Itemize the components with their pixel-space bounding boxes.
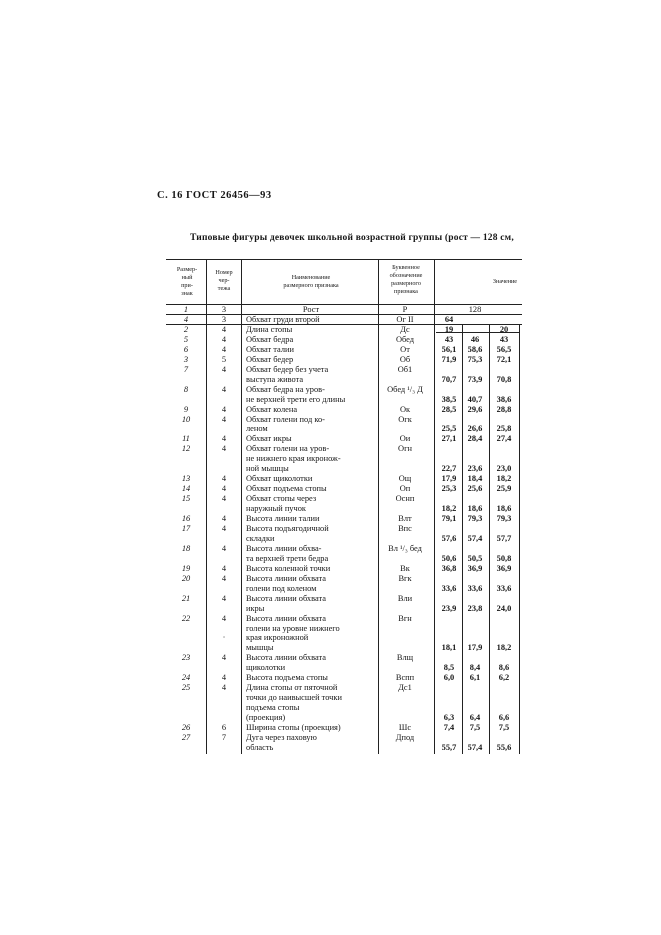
table-cell-c5: 18,1 [441, 643, 457, 653]
table-cell-c2: 4 [221, 414, 227, 424]
table-cell-c6: 73,9 [467, 374, 483, 384]
table-cell-c6: 17,9 [467, 643, 483, 653]
table-cell-c3: не верхней трети его длины [246, 394, 346, 404]
table-cell-c4: Впс [398, 524, 412, 533]
subrow-rule [166, 324, 522, 325]
table-title: Типовые фигуры девочек школьной возрастной группы (рост — 128 см, [190, 233, 514, 243]
table-cell-c5: 19 [444, 324, 454, 334]
table-cell-c1: 16 [181, 514, 191, 523]
table-cell-c3: мышцы [246, 643, 274, 653]
table-cell-c5: 64 [444, 315, 454, 324]
table-cell-c3: Высота коленной точки [246, 563, 331, 573]
table-cell-c2: 4 [221, 543, 227, 553]
value-column-rule [489, 324, 490, 754]
table-cell-c5: 6,3 [443, 713, 455, 722]
table-cell-c2: 4 [221, 514, 227, 523]
table-cell-c1: 4 [183, 315, 189, 324]
table-cell-c7: 8,6 [498, 663, 510, 673]
table-cell-c5: 43 [444, 334, 454, 344]
table-cell-c3: Ширина стопы (проекция) [246, 723, 341, 732]
table-cell-c3: Обхват бедер без учета [246, 364, 329, 374]
table-cell-c5: 7,4 [443, 723, 455, 732]
table-cell-c3: Обхват стопы через [246, 494, 317, 504]
table-cell-c1: 5 [183, 334, 189, 344]
header-text: Номер [215, 269, 233, 276]
table-cell-c4: Влт [398, 514, 412, 523]
table-cell-c2: 4 [221, 494, 227, 504]
header-col-size-feature [168, 266, 206, 298]
table-cell-c4: Обед ¹/₃ Д [387, 384, 423, 394]
table-cell-c3: Обхват груди второй [246, 315, 320, 324]
table-cell-c5: 36,8 [441, 563, 457, 573]
table-cell-c1: 20 [181, 573, 191, 583]
table-cell-c3: голени на уровне нижнего [246, 623, 340, 633]
table-cell-c4: Об1 [397, 364, 413, 374]
table-cell-c5: 27,1 [441, 434, 457, 444]
table-cell-c7: 36,9 [496, 563, 512, 573]
table-cell-c5: 70,7 [441, 374, 457, 384]
table-cell-c1: 23 [181, 653, 191, 663]
table-cell-c2: 4 [221, 524, 227, 533]
table-cell-c6: 58,6 [467, 344, 483, 354]
table-cell-c3: подъема стопы [246, 703, 300, 712]
header-text: Значение [492, 278, 518, 285]
table-cell-c4: Вк [400, 563, 410, 573]
table-cell-c2: 4 [221, 653, 227, 663]
table-cell-c3: Обхват бедра на уров- [246, 384, 325, 394]
table-cell-c4: Обед [395, 334, 415, 344]
header-text: при- [181, 282, 193, 289]
table-cell-c1: 7 [183, 364, 189, 374]
table-cell-c6: 23,8 [467, 603, 483, 613]
table-cell-c1: 3 [183, 354, 189, 364]
table-cell-c1: 25 [181, 683, 191, 693]
table-cell-c1: 6 [183, 344, 189, 354]
table-cell-c6: 18,4 [467, 474, 483, 484]
table-cell-c6: 40,7 [467, 394, 483, 404]
table-cell-c3: Высота линии талии [246, 514, 320, 523]
table-cell-c4: Огк [398, 414, 412, 424]
table-cell-c2: 3 [221, 315, 227, 324]
table-cell-c2: 4 [221, 364, 227, 374]
table-cell-c5: 8,5 [443, 663, 455, 673]
table-cell-c1: 15 [181, 494, 191, 504]
table-cell-c4: Дс [400, 324, 410, 334]
header-text: ный [181, 274, 193, 281]
table-cell-c3: Высота линии обхвата [246, 613, 326, 623]
table-cell-c6: 28,4 [467, 434, 483, 444]
table-cell-c5: 28,5 [441, 404, 457, 414]
table-cell-c3: Обхват бедра [246, 334, 294, 344]
index-cell: 3 [221, 305, 227, 314]
table-cell-c7: 18,6 [496, 504, 512, 513]
table-cell-c6: 29,6 [467, 404, 483, 414]
table-cell-c3: Высота линии обхвата [246, 573, 326, 583]
header-text: обозначение [389, 272, 423, 279]
table-cell-c1: 13 [181, 474, 191, 484]
table-cell-c3: Высота линии обхвата [246, 593, 326, 603]
header-bottom-rule [166, 304, 522, 305]
table-cell-c6: 50,5 [467, 553, 483, 563]
table-cell-c6: 26,6 [467, 424, 483, 434]
table-cell-c4: Ог II [396, 315, 414, 324]
table-cell-c7: 57,7 [496, 533, 512, 543]
table-cell-c7: 33,6 [496, 583, 512, 593]
table-cell-c7: 72,1 [496, 354, 512, 364]
table-cell-c3: Высота линии обхва- [246, 543, 322, 553]
column-rule [241, 259, 242, 754]
column-rule [434, 259, 435, 754]
table-cell-c7: 20 [499, 324, 509, 334]
table-cell-c7: 50,8 [496, 553, 512, 563]
table-cell-c1: 8 [183, 384, 189, 394]
table-cell-c3: складки [246, 533, 275, 543]
header-col-value [470, 278, 540, 286]
table-cell-c3: Обхват подъема стопы [246, 484, 327, 494]
table-cell-c1: 27 [181, 732, 191, 742]
table-cell-c3: Обхват икры [246, 434, 292, 444]
value-column-rule [519, 324, 520, 754]
table-cell-c3: щиколотки [246, 663, 286, 673]
table-cell-c5: 6,0 [443, 673, 455, 683]
table-cell-c5: 57,6 [441, 533, 457, 543]
header-col-name [244, 274, 378, 290]
table-cell-c5: 71,9 [441, 354, 457, 364]
table-cell-c3: Длина стопы [246, 324, 293, 334]
table-cell-c7: 55,6 [496, 742, 512, 752]
table-cell-c6: 25,6 [467, 484, 483, 494]
table-cell-c5: 18,2 [441, 504, 457, 513]
table-cell-c7: 23,0 [496, 464, 512, 474]
header-col-drawing-number [208, 269, 240, 293]
table-cell-c1: 14 [181, 484, 191, 494]
table-cell-c2: 7 [221, 732, 227, 742]
table-cell-c1: 9 [183, 404, 189, 414]
table-cell-c1: 12 [181, 444, 191, 454]
table-cell-c3: Высота подъягодичной [246, 524, 329, 533]
table-cell-c3: Длина стопы от пяточной [246, 683, 338, 693]
table-cell-c4: Вл ¹/₃ бед [388, 543, 422, 553]
table-cell-c7: 7,5 [498, 723, 510, 732]
table-cell-c7: 6,6 [498, 713, 510, 722]
table-cell-c3: леном [246, 424, 268, 434]
table-cell-c7: 70,8 [496, 374, 512, 384]
table-cell-c7: 24,0 [496, 603, 512, 613]
table-cell-c6: 33,6 [467, 583, 483, 593]
table-cell-c6: 7,5 [469, 723, 481, 732]
table-cell-c5: 25,5 [441, 424, 457, 434]
header-col-symbol [378, 264, 434, 296]
index-cell: Р [402, 305, 408, 314]
table-cell-c3: (проекция) [246, 713, 286, 722]
table-cell-c3: Обхват бедер [246, 354, 294, 364]
header-text: тежа [217, 285, 231, 292]
table-cell-c2: 4 [221, 474, 227, 484]
header-text: признака [394, 288, 418, 295]
table-cell-c6: 57,4 [467, 742, 483, 752]
table-cell-c3: не нижнего края икронож- [246, 454, 341, 464]
header-text: Наименование [291, 274, 331, 281]
table-cell-c5: 79,1 [441, 514, 457, 523]
header-text: Буквенное [392, 264, 420, 271]
table-cell-c4: Об [399, 354, 411, 364]
table-cell-c7: 56,5 [496, 344, 512, 354]
table-cell-c2: 4 [221, 324, 227, 334]
table-cell-c4: Ок [399, 404, 411, 414]
table-cell-c4: От [400, 344, 410, 354]
table-cell-c3: та верхней трети бедра [246, 553, 329, 563]
index-row-rule [166, 314, 522, 315]
table-cell-c4: Вли [397, 593, 413, 603]
table-cell-c6: 57,4 [467, 533, 483, 543]
table-cell-c3: края икроножной [246, 633, 309, 643]
table-cell-c3: Обхват щиколотки [246, 474, 313, 484]
header-text: размерного [391, 280, 421, 287]
table-cell-c1: 2 [183, 324, 189, 334]
table-cell-c3: Высота подъема стопы [246, 673, 328, 683]
table-cell-c5: 22,7 [441, 464, 457, 474]
table-cell-c7: 28,8 [496, 404, 512, 414]
table-cell-c1: 21 [181, 593, 191, 603]
table-cell-c6: 46 [470, 334, 480, 344]
table-cell-c2: 4 [221, 673, 227, 683]
header-text: Размер- [176, 266, 198, 273]
table-top-rule [166, 259, 522, 260]
table-cell-c2: 4 [221, 613, 227, 623]
table-cell-c4: Вгк [398, 573, 412, 583]
table-cell-c4: Влщ [396, 653, 414, 663]
table-cell-c2: 4 [221, 384, 227, 394]
table-cell-c2: 4 [221, 573, 227, 583]
table-cell-c5: 56,1 [441, 344, 457, 354]
table-cell-c7: 25,8 [496, 424, 512, 434]
table-cell-c6: 6,4 [469, 713, 481, 722]
table-cell-c2: 4 [221, 434, 227, 444]
table-cell-c3: Обхват талии [246, 344, 294, 354]
table-cell-c3: точки до наивысшей точки [246, 693, 342, 703]
index-cell: 128 [468, 305, 482, 314]
table-cell-c2: 4 [221, 484, 227, 494]
table-cell-c6: 75,3 [467, 354, 483, 364]
table-cell-c7: 27,4 [496, 434, 512, 444]
table-cell-c1: 19 [181, 563, 191, 573]
table-cell-c2: 6 [221, 723, 227, 732]
table-cell-c3: Дуга через паховую [246, 732, 317, 742]
table-cell-c5: 33,6 [441, 583, 457, 593]
table-cell-c3: наружный пучок [246, 504, 306, 513]
table-cell-c2: · [222, 633, 226, 643]
table-cell-c6: 6,1 [469, 673, 481, 683]
table-cell-c2: 4 [221, 334, 227, 344]
table-cell-c3: Обхват голени на уров- [246, 444, 330, 454]
table-cell-c3: голени под коленом [246, 583, 317, 593]
table-cell-c4: Вспп [395, 673, 415, 683]
table-cell-c2: 5 [221, 354, 227, 364]
table-cell-c3: Обхват колена [246, 404, 298, 414]
table-cell-c1: 10 [181, 414, 191, 424]
table-cell-c4: Шс [398, 723, 412, 732]
table-cell-c4: Ощ [398, 474, 412, 484]
index-cell: Рост [302, 305, 320, 314]
table-cell-c3: Высота линии обхвата [246, 653, 326, 663]
table-cell-c2: 4 [221, 344, 227, 354]
table-cell-c1: 26 [181, 723, 191, 732]
table-cell-c1: 24 [181, 673, 191, 683]
table-cell-c1: 17 [181, 524, 191, 533]
index-cell: 1 [183, 305, 189, 314]
table-cell-c5: 50,6 [441, 553, 457, 563]
table-cell-c2: 4 [221, 404, 227, 414]
table-cell-c3: область [246, 742, 274, 752]
subrow-rule [436, 332, 520, 333]
table-cell-c4: Вгн [398, 613, 412, 623]
table-cell-c4: Ои [399, 434, 411, 444]
table-cell-c2: 4 [221, 593, 227, 603]
header-text: знак [181, 290, 193, 297]
page-header: С. 16 ГОСТ 26456—93 [157, 190, 272, 201]
table-cell-c6: 79,3 [467, 514, 483, 523]
table-cell-c1: 18 [181, 543, 191, 553]
header-text: размерного признака [283, 282, 339, 289]
table-cell-c6: 23,6 [467, 464, 483, 474]
table-cell-c1: 11 [182, 434, 190, 444]
table-cell-c3: выступа живота [246, 374, 304, 384]
table-cell-c7: 6,2 [498, 673, 510, 683]
header-text: чер- [218, 277, 230, 284]
table-cell-c6: 36,9 [467, 563, 483, 573]
table-cell-c7: 25,9 [496, 484, 512, 494]
table-cell-c7: 43 [499, 334, 509, 344]
table-cell-c5: 23,9 [441, 603, 457, 613]
table-cell-c4: Оснп [395, 494, 415, 504]
table-cell-c5: 17,9 [441, 474, 457, 484]
table-cell-c6: 18,6 [467, 504, 483, 513]
table-cell-c5: 38,5 [441, 394, 457, 404]
table-cell-c5: 25,3 [441, 484, 457, 494]
table-cell-c7: 18,2 [496, 643, 512, 653]
table-cell-c6: 8,4 [469, 663, 481, 673]
table-cell-c3: ной мышцы [246, 464, 289, 474]
table-cell-c4: Огн [398, 444, 412, 454]
table-cell-c3: Обхват голени под ко- [246, 414, 325, 424]
table-cell-c1: 22 [181, 613, 191, 623]
table-cell-c4: Оп [399, 484, 411, 494]
table-cell-c3: икры [246, 603, 265, 613]
column-rule [206, 259, 207, 754]
table-cell-c4: Дпод [395, 732, 415, 742]
value-column-rule [462, 324, 463, 754]
column-rule [378, 259, 379, 754]
table-cell-c4: Дс1 [398, 683, 412, 693]
table-cell-c2: 4 [221, 444, 227, 454]
table-cell-c7: 79,3 [496, 514, 512, 523]
table-cell-c7: 38,6 [496, 394, 512, 404]
table-cell-c5: 55,7 [441, 742, 457, 752]
table-cell-c7: 18,2 [496, 474, 512, 484]
table-cell-c2: 4 [221, 563, 227, 573]
table-cell-c2: 4 [221, 683, 227, 693]
